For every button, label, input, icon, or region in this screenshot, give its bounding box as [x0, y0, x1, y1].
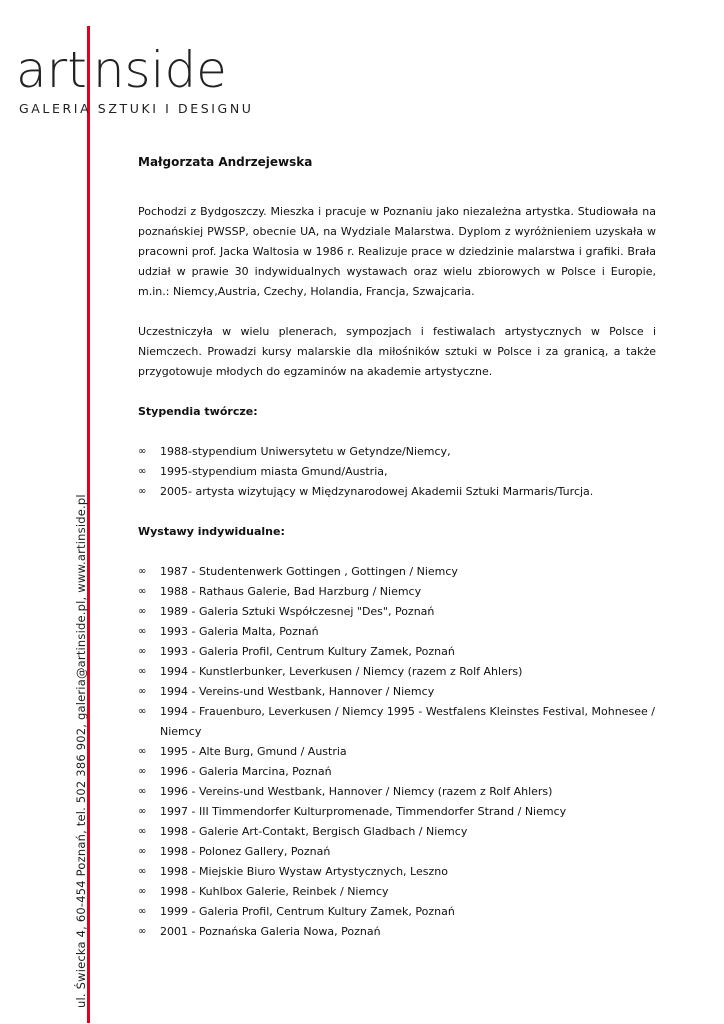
artist-name: Małgorzata Andrzejewska	[138, 155, 313, 169]
exhibition-item	[138, 662, 656, 682]
infinity-bullet-icon: ∞	[138, 586, 147, 597]
logo-text-art: art	[16, 41, 87, 99]
exhibition-item	[138, 562, 656, 582]
exhibition-item-text: 1988 - Rathaus Galerie, Bad Harzburg / Niemcy	[160, 585, 422, 598]
infinity-bullet-icon: ∞	[138, 746, 147, 757]
infinity-bullet-icon: ∞	[138, 806, 147, 817]
infinity-bullet-icon: ∞	[138, 686, 147, 697]
contact-info: ul. Świecka 4, 60-454 Poznań, tel. 502 386 902, galeria@artinside.pl, www.artinside.pl	[74, 494, 88, 1008]
infinity-bullet-icon: ∞	[138, 866, 147, 877]
scholarship-item	[138, 442, 656, 462]
exhibition-item	[138, 742, 656, 762]
exhibition-item-text: 1993 - Galeria Malta, Poznań	[160, 625, 319, 638]
logo-tagline: GALERIA SZTUKI I DESIGNU	[19, 101, 254, 116]
infinity-bullet-icon: ∞	[138, 766, 147, 777]
exhibition-item-text: 1998 - Galerie Art-Contakt, Bergisch Gladbach / Niemcy	[160, 825, 468, 838]
infinity-bullet-icon: ∞	[138, 486, 147, 497]
infinity-bullet-icon: ∞	[138, 906, 147, 917]
exhibition-item-text: 1994 - Kunstlerbunker, Leverkusen / Niemcy (razem z Rolf Ahlers)	[160, 665, 523, 678]
exhibition-item	[138, 582, 656, 602]
main-content	[138, 152, 656, 962]
exhibition-item-text: 1994 - Frauenburo, Leverkusen / Niemcy 1995 - Westfalens Kleinstes Festival, Mohnesee / Niemcy	[160, 705, 655, 738]
exhibition-item	[138, 642, 656, 662]
infinity-bullet-icon: ∞	[138, 886, 147, 897]
exhibition-item	[138, 802, 656, 822]
exhibition-item-text: 1998 - Miejskie Biuro Wystaw Artystycznych, Leszno	[160, 865, 448, 878]
exhibition-item-text: 1993 - Galeria Profil, Centrum Kultury Zamek, Poznań	[160, 645, 455, 658]
exhibition-item	[138, 622, 656, 642]
scholarship-item-text: 1988-stypendium Uniwersytetu w Getyndze/Niemcy,	[160, 445, 451, 458]
exhibition-item	[138, 602, 656, 622]
scholarship-item	[138, 482, 656, 502]
exhibition-item	[138, 702, 656, 742]
exhibition-item-text: 1998 - Polonez Gallery, Poznań	[160, 845, 331, 858]
infinity-bullet-icon: ∞	[138, 606, 147, 617]
infinity-bullet-icon: ∞	[138, 646, 147, 657]
exhibition-item	[138, 882, 656, 902]
scholarship-item-text: 1995-stypendium miasta Gmund/Austria,	[160, 465, 388, 478]
exhibition-item	[138, 822, 656, 842]
bio-paragraph-2: Uczestniczyła w wielu plenerach, sympozjach i festiwalach artystycznych w Polsce i Niemczech. Prowadzi kursy malarskie dla miłośników sztuki w Polsce i za granicą, a także przygotowuje młodych do egzaminów na akademie artystyczne.	[138, 325, 656, 378]
exhibition-item	[138, 782, 656, 802]
infinity-bullet-icon: ∞	[138, 666, 147, 677]
exhibition-item-text: 1989 - Galeria Sztuki Współczesnej "Des", Poznań	[160, 605, 435, 618]
scholarship-item-text: 2005- artysta wizytujący w Międzynarodowej Akademii Sztuki Marmaris/Turcja.	[160, 485, 594, 498]
exhibitions-list	[138, 562, 656, 942]
exhibition-item	[138, 682, 656, 702]
infinity-bullet-icon: ∞	[138, 566, 147, 577]
exhibition-item-text: 1995 - Alte Burg, Gmund / Austria	[160, 745, 347, 758]
infinity-bullet-icon: ∞	[138, 786, 147, 797]
infinity-bullet-icon: ∞	[138, 446, 147, 457]
infinity-bullet-icon: ∞	[138, 926, 147, 937]
exhibition-item	[138, 862, 656, 882]
infinity-bullet-icon: ∞	[138, 706, 147, 717]
exhibition-item	[138, 922, 656, 942]
scholarships-heading: Stypendia twórcze:	[138, 405, 258, 418]
exhibition-item	[138, 762, 656, 782]
exhibition-item-text: 1987 - Studentenwerk Gottingen , Gottingen / Niemcy	[160, 565, 458, 578]
infinity-bullet-icon: ∞	[138, 466, 147, 477]
exhibition-item-text: 1997 - III Timmendorfer Kulturpromenade, Timmendorfer Strand / Niemcy	[160, 805, 567, 818]
exhibition-item	[138, 842, 656, 862]
exhibition-item-text: 2001 - Poznańska Galeria Nowa, Poznań	[160, 925, 381, 938]
logo-text-nside: nside	[92, 41, 227, 99]
logo	[16, 40, 227, 100]
infinity-bullet-icon: ∞	[138, 846, 147, 857]
scholarship-item	[138, 462, 656, 482]
exhibition-item-text: 1996 - Galeria Marcina, Poznań	[160, 765, 332, 778]
infinity-bullet-icon: ∞	[138, 826, 147, 837]
exhibition-item-text: 1994 - Vereins-und Westbank, Hannover / Niemcy	[160, 685, 435, 698]
infinity-bullet-icon: ∞	[138, 626, 147, 637]
exhibition-item-text: 1998 - Kuhlbox Galerie, Reinbek / Niemcy	[160, 885, 389, 898]
scholarships-list	[138, 442, 656, 502]
bio-paragraph-1: Pochodzi z Bydgoszczy. Mieszka i pracuje w Poznaniu jako niezależna artystka. Studiowała na poznańskiej PWSSP, obecnie UA, na Wydziale Malarstwa. Dyplom z wyróżnieniem uzyskała w pracowni prof. Jacka Waltosia w 1986 r. Realizuje prace w dziedzinie malarstwa i grafiki. Brała udział w prawie 30 indywidualnych wystawach oraz wielu zbiorowych w Polsce i Europie, m.in.: Niemcy,Austria, Czechy, Holandia, Francja, Szwajcaria.	[138, 205, 656, 298]
exhibitions-heading: Wystawy indywidualne:	[138, 525, 285, 538]
exhibition-item-text: 1999 - Galeria Profil, Centrum Kultury Zamek, Poznań	[160, 905, 455, 918]
exhibition-item	[138, 902, 656, 922]
exhibition-item-text: 1996 - Vereins-und Westbank, Hannover / Niemcy (razem z Rolf Ahlers)	[160, 785, 553, 798]
